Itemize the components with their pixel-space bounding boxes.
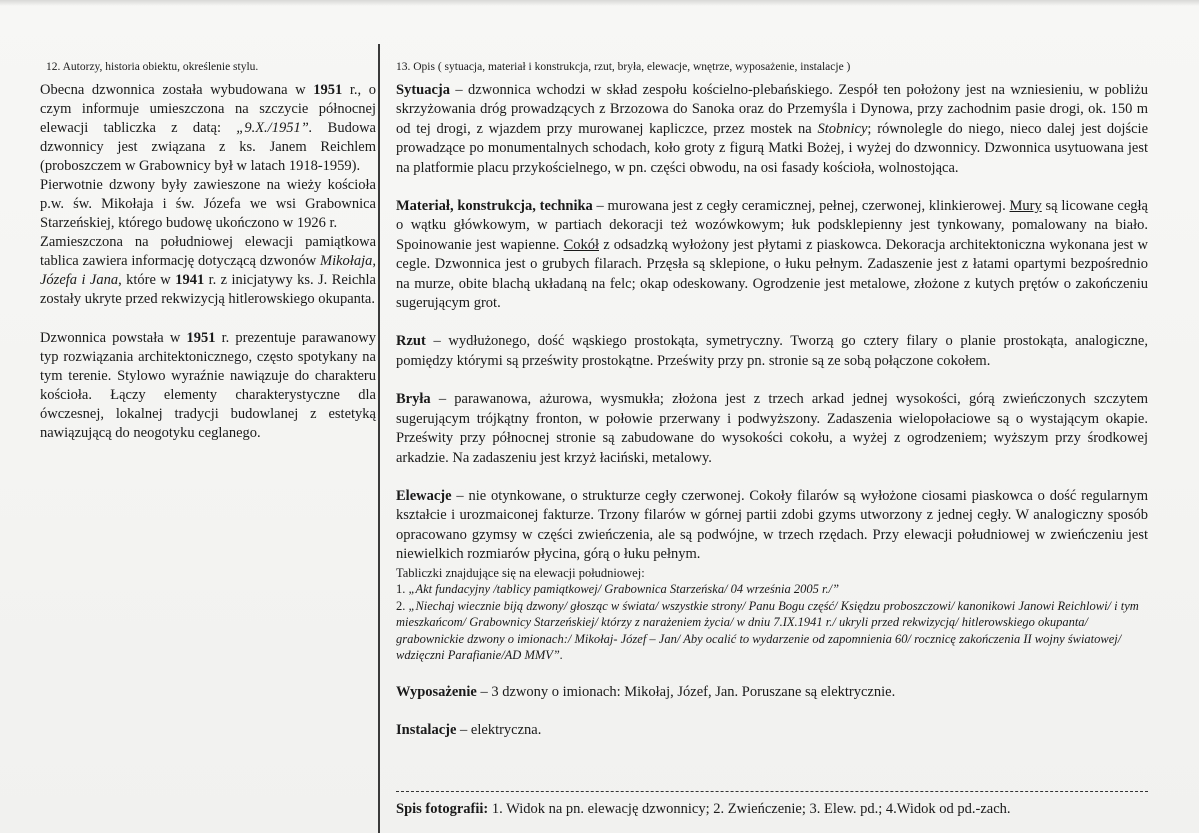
year-bold: 1941 (175, 272, 205, 288)
section-label: Instalacje (396, 721, 457, 738)
section-bryla (396, 390, 1148, 468)
text-span: – wydłużonego, dość wąskiego prostokąta, symetryczny. Tworzą go cztery filary o planie prostokąta, analogiczne, pomiędzy którymi są prześwity prostokątne. Prześwity przy pn. stronie są ze sobą połączone cokołem. (396, 333, 1148, 369)
plaque-text-italic: „Akt fundacyjny /tablicy pamiątkowej/ Grabownica Starzeńska/ 04 września 2005 r./” (408, 582, 840, 597)
river-name-italic: Stobnicy (817, 120, 868, 137)
year-bold: 1951 (313, 82, 343, 98)
plaque-text-italic: „Niechaj wiecznie biją dzwony/ głosząc w świata/ wszystkie strony/ Panu Bogu część/ Księdzu proboszczowi/ kanonikowi Janowi Reichlowi/ i tym mieszkańcom/ Grabownicy Starzeńskiej/ którzy z narażeniem życia/ w dniu 7.IX.1941 r./ ukryli przed rekwizycją/ hitlerowskiego okupanta/ grabownickie dzwony o imionach:/ Mikołaj- Józef – Jan/ Aby ocalić to wydarzenie od zapomnienia 60/ rocznicę zakończenia II wojny światowej/ wdzięczni Parafianie/AD MMV”. (396, 598, 1139, 663)
dashed-separator (396, 791, 1148, 792)
text-span: – 3 dzwony o imionach: Mikołaj, Józef, Jan. Poruszane są elektrycznie. (476, 683, 896, 700)
section-elewacje (396, 487, 1148, 565)
section-wyposazenie (396, 683, 1148, 702)
text-span: Dzwonnica powstała w (40, 330, 187, 346)
section-instalacje (396, 721, 1148, 740)
text-span: z odsadzką wyłożony jest płytami z piaskowca. Dekoracja architektoniczna wykonana jest w cegle. Dzwonnica jest o grubych filarach. Przęsła są sklepione, o łuku pełnym. Zadaszenie jest z łatami opartymi bezpośrednio na murze, obite blachą układaną na felc; okap odeskowany. Ogrodzenie jest metalowe, złożone z kutych prętów o zakończeniu sugerującym grot. (396, 236, 1148, 312)
plaques-intro: Tabliczki znajdujące się na elewacji południowej: (396, 565, 645, 580)
photo-list-text: 1. Widok na pn. elewację dzwonnicy; 2. Zwieńczenie; 3. Elew. pd.; 4.Widok od pd.-zach. (488, 801, 1011, 817)
text-span: Budowa dzwonnicy jest związana z ks. Janem Reichlem (proboszczem w Grabownicy był w latach 1918-1959). (40, 120, 376, 174)
bell-names-italic: Mikołaja, Józefa i Jana (40, 253, 376, 288)
text-span: – parawanowa, ażurowa, wysmukła; złożona jest z trzech arkad jednej wysokości, górą zwieńczonych szczytem sugerującym trójkątny fronton, w połowie przerwany i podwyższony. Zadaszenia wielopołaciowe są o wystającym okapie. Prześwity przy północnej stronie są zabudowane do wysokości cokołu, a wyżej z ogrodzeniem; wyższym przy środkowej arkadzie. Na zadaszeniu jest krzyż łaciński, metalowy. (396, 391, 1148, 466)
section-material (396, 197, 1148, 313)
text-span: – nie otynkowane, o strukturze cegły czerwonej. Cokoły filarów są wyłożone ciosami piaskowca o dość regularnym kształcie i urozmaiconej fakturze. Trzony filarów w górnej partii zdobi gzyms utworzony z jednej cegły. W analogiczny sposób opracowano gzymsy w części zwieńczenia, ale są podwójne, w trzech rzędach. Przy elewacji południowej w zwieńczeniu jest niewielkich rozmiarów płycina, górą o łuku pełnym. (396, 487, 1148, 563)
list-number: 2. (396, 598, 409, 613)
column-divider (378, 44, 380, 833)
left-column (40, 60, 376, 443)
text-span: – elektryczna. (456, 721, 542, 738)
section-label: Sytuacja (396, 82, 450, 98)
left-paragraph-1 (40, 81, 376, 176)
section-12-heading: 12. Autorzy, historia obiektu, określenie stylu. (46, 61, 259, 73)
section-13-heading: 13. Opis ( sytuacja, materiał i konstrukcja, rzut, bryła, elewacje, wnętrze, wyposażenie, instalacje ) (396, 61, 851, 73)
top-edge-shadow (0, 0, 1199, 6)
plaque-1 (396, 581, 1148, 598)
plaque-2 (396, 598, 1148, 664)
text-span: r. prezentuje parawanowy typ rozwiązania architektonicznego, często spotykany na tym terenie. Stylowo wyraźnie nawiązuje do charakteru kościoła. Łączy elementy charakterystyczne dla ówczesnej, lokalnej tradycji budowlanej z estetyką nawiązującą do neogotyku ceglanego. (40, 330, 376, 441)
text-span: ; równolegle do niego, nieco dalej jest dojście prowadzące po monumentalnych schodach, koło groty z figurą Matki Bożej, i wyżej do dzwonnicy. Dzwonnica usytuowana jest na platformie placu przykościelnego, w pn. części obwodu, na osi fasady kościoła, wolnostojąca. (396, 120, 1148, 176)
date-italic: „9.X./1951”. (236, 120, 313, 136)
photo-list-label: Spis fotografii: (396, 801, 489, 817)
section-label: Rzut (396, 333, 426, 350)
text-span: r., o czym informuje umieszczona na szczycie północnej elewacji tabliczka z datą: (40, 82, 376, 136)
text-span: są licowane cegłą o wątku główkowym, w partiach dekoracji też wozówkowym; łuk podsklepienny jest tynkowany, pomalowany na biało. Spoinowanie jest wapienne. (396, 198, 1148, 253)
right-column (396, 60, 1148, 740)
underlined-term: Cokół (563, 236, 600, 253)
underlined-term: Mury (1009, 198, 1042, 215)
text-span: – dzwonnica wchodzi w skład zespołu kościelno-plebańskiego. Zespół ten położony jest na wzniesieniu, w pobliżu skrzyżowania dróg prowadzących z Brzozowa do Sanoka oraz do Przemyśla i Dynowa, przy zachodnim pasie drogi, ok. 150 m od tej drogi, z wjazdem przy murowanej kapliczce, przez mostek na (396, 82, 1148, 137)
left-paragraph-3 (40, 233, 376, 309)
section-label: Materiał, konstrukcja, technika (396, 198, 593, 215)
section-label: Elewacje (396, 487, 452, 504)
text-span: r. z inicjatywy ks. J. Reichla zostały ukryte przed rekwizycją hitlerowskiego okupanta. (40, 272, 376, 307)
text-span: , które w (118, 272, 176, 288)
section-label: Bryła (396, 391, 431, 408)
photo-list (396, 800, 1148, 818)
text-span: Zamieszczona na południowej elewacji pamiątkowa tablica zawiera informację dotyczącą dzwonów (40, 234, 376, 269)
section-sytuacja (396, 81, 1148, 178)
section-rzut (396, 332, 1148, 371)
list-number: 1. (396, 582, 409, 597)
year-bold: 1951 (186, 330, 216, 346)
text-span: Obecna dzwonnica została wybudowana w (40, 82, 314, 98)
left-paragraph-2: Pierwotnie dzwony były zawieszone na wieży kościoła p.w. św. Mikołaja i św. Józefa we wsi Grabownica Starzeńskiej, którego budowę ukończono w 1926 r. (40, 177, 376, 231)
section-label: Wyposażenie (396, 683, 477, 700)
text-span: – murowana jest z cegły ceramicznej, pełnej, czerwonej, klinkierowej. (592, 198, 1010, 215)
left-paragraph-4 (40, 329, 376, 443)
